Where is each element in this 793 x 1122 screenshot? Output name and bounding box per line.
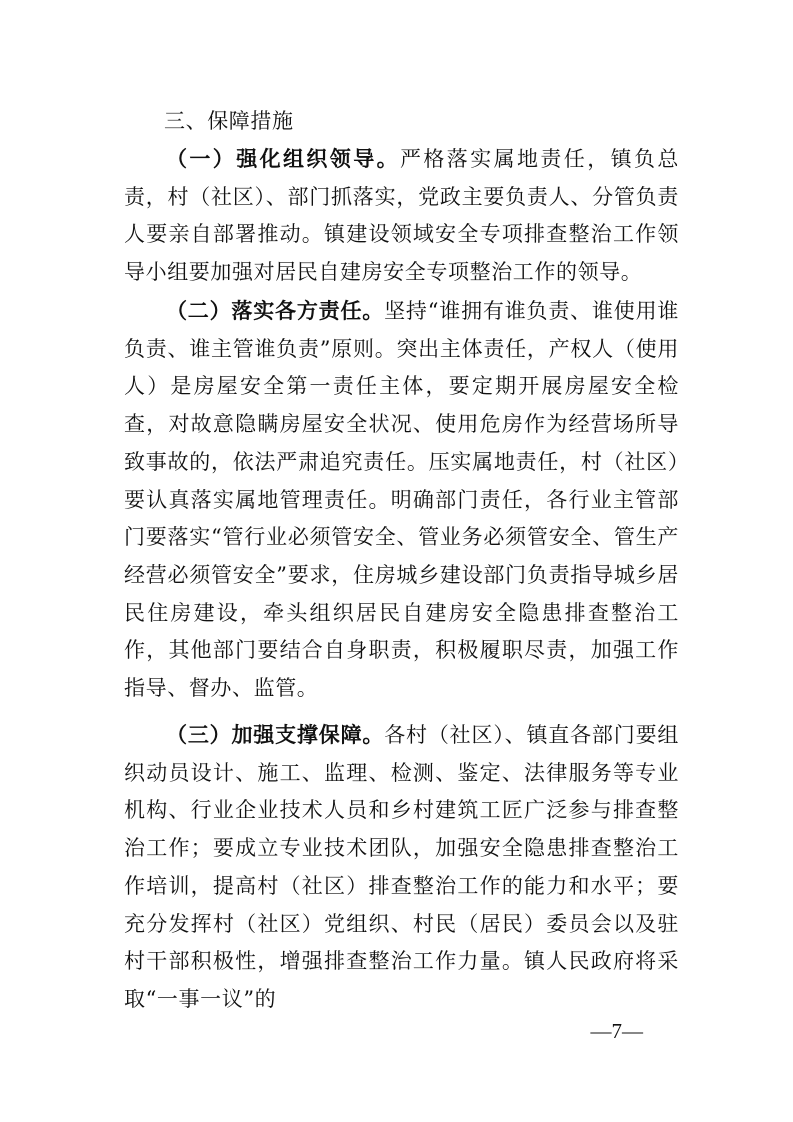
paragraph-body: 坚持“谁拥有谁负责、谁使用谁负责、谁主管谁负责”原则。突出主体责任，产权人（使用人）是房屋安全第一责任主体，要定期开展房屋安全检查，对故意隐瞒房屋安全状况、使用危房作为经营场所导致事故的，依法严肃追究责任。压实属地责任，村（社区）要认真落实属地管理责任。明确部门责任，各行业主管部门要落实“管行业必须管安全、管业务必须管安全、管生产经营必须管安全”要求，住房城乡建设部门负责指导城乡居民住房建设，牵头组织居民自建房安全隐患排查整治工作，其他部门要结合自身职责，积极履职尽责，加强工作指导、督办、监管。: [124, 299, 680, 701]
section-heading: 三、保障措施: [164, 109, 294, 133]
paragraph-support: [124, 716, 679, 1019]
page-number: —7—: [590, 1019, 643, 1043]
paragraph-block-1: [124, 140, 679, 292]
paragraph-organization-leadership: [124, 140, 679, 292]
paragraph-lead: （三）加强支撑保障。: [166, 722, 385, 747]
paragraph-responsibilities: [124, 292, 679, 708]
paragraph-block-3: [124, 716, 679, 1019]
paragraph-lead: （二）落实各方责任。: [166, 298, 385, 323]
paragraph-body: 各村（社区）、镇直各部门要组织动员设计、施工、监理、检测、鉴定、法律服务等专业机构、行业企业技术人员和乡村建筑工匠广泛参与排查整治工作；要成立专业技术团队，加强安全隐患排查整治工作培训，提高村（社区）排查整治工作的能力和水平；要充分发挥村（社区）党组织、村民（居民）委员会以及驻村干部积极性，增强排查整治工作力量。镇人民政府将采取“一事一议”的: [124, 723, 679, 1011]
paragraph-body: 严格落实属地责任，镇负总责，村（社区）、部门抓落实，党政主要负责人、分管负责人要亲自部署推动。镇建设领域安全专项排查整治工作领导小组要加强对居民自建房安全专项整治工作的领导。: [124, 147, 679, 285]
paragraph-block-2: [124, 292, 679, 708]
paragraph-lead: （一）强化组织领导。: [166, 146, 400, 171]
